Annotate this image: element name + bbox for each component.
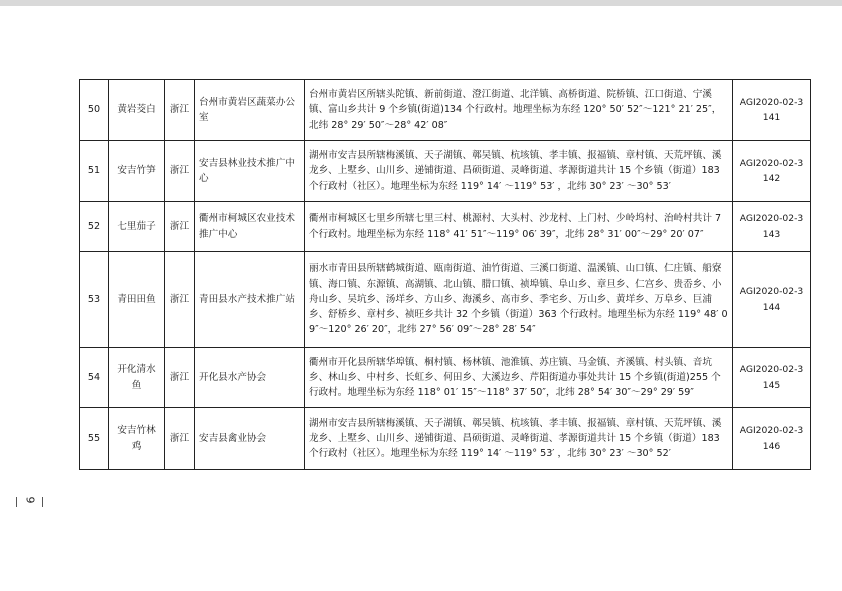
row-number: 50	[80, 80, 109, 141]
production-area: 湖州市安吉县所辖梅溪镇、天子湖镇、鄣吴镇、杭垓镇、孝丰镇、报福镇、章村镇、天荒坪镇、溪龙乡、上墅乡、山川乡、递铺街道、昌硕街道、灵峰街道、孝源街道共计 15 个乡镇（街道）183 个行政村（社区）。地理坐标为东经 119° 14′ ～119° 53′ ，北纬 30° 23′ ～30° 53′	[305, 141, 733, 202]
row-number: 54	[80, 348, 109, 408]
product-name: 安吉竹林鸡	[109, 408, 165, 470]
product-name: 安吉竹笋	[109, 141, 165, 202]
row-number: 53	[80, 252, 109, 348]
province: 浙江	[165, 348, 195, 408]
product-name: 七里茄子	[109, 202, 165, 252]
product-name: 青田田鱼	[109, 252, 165, 348]
province: 浙江	[165, 408, 195, 470]
registration-code: AGI2020-02-3143	[733, 202, 811, 252]
row-number: 52	[80, 202, 109, 252]
province: 浙江	[165, 202, 195, 252]
province: 浙江	[165, 80, 195, 141]
page-top-edge	[0, 0, 842, 6]
product-name: 开化清水鱼	[109, 348, 165, 408]
production-area: 丽水市青田县所辖鹤城街道、瓯南街道、油竹街道、三溪口街道、温溪镇、山口镇、仁庄镇、船寮镇、海口镇、东源镇、高湖镇、北山镇、腊口镇、祯埠镇、阜山乡、章旦乡、仁宫乡、贵岙乡、小舟山乡、吴坑乡、汤垟乡、方山乡、海溪乡、高市乡、季宅乡、万山乡、黄垟乡、万阜乡、巨浦乡、舒桥乡、章村乡、祯旺乡共计 32 个乡镇（街道）363 个行政村。地理坐标为东经 119° 48′ 09″～120° 26′ 20″，北纬 27° 56′ 09″～28° 28′ 54″	[305, 252, 733, 348]
production-area: 台州市黄岩区所辖头陀镇、新前街道、澄江街道、北洋镇、高桥街道、院桥镇、江口街道、宁溪镇、富山乡共计 9 个乡镇(街道)134 个行政村。地理坐标为东经 120° 50′ 52″～121° 21′ 25″，北纬 28° 29′ 50″～28° 42′ 08″	[305, 80, 733, 141]
applicant-unit: 台州市黄岩区蔬菜办公室	[195, 80, 305, 141]
row-number: 55	[80, 408, 109, 470]
table-row	[80, 252, 811, 348]
registration-code: AGI2020-02-3145	[733, 348, 811, 408]
applicant-unit: 安吉县林业技术推广中心	[195, 141, 305, 202]
table-row	[80, 202, 811, 252]
applicant-unit: 衢州市柯城区农业技术推广中心	[195, 202, 305, 252]
table-row	[80, 348, 811, 408]
applicant-unit: 开化县水产协会	[195, 348, 305, 408]
province: 浙江	[165, 141, 195, 202]
applicant-unit: 青田县水产技术推广站	[195, 252, 305, 348]
row-number: 51	[80, 141, 109, 202]
table-row	[80, 408, 811, 470]
applicant-unit: 安吉县禽业协会	[195, 408, 305, 470]
province: 浙江	[165, 252, 195, 348]
production-area: 衢州市柯城区七里乡所辖七里三村、桃源村、大头村、沙龙村、上门村、少岭坞村、治岭村共计 7 个行政村。地理坐标为东经 118° 41′ 51″～119° 06′ 39″，北纬 28° 31′ 00″～29° 20′ 07″	[305, 202, 733, 252]
table-row	[80, 141, 811, 202]
page-number: — 9 —	[10, 496, 50, 508]
registration-table	[79, 79, 811, 470]
registration-code: AGI2020-02-3144	[733, 252, 811, 348]
table-row	[80, 80, 811, 141]
registration-code: AGI2020-02-3141	[733, 80, 811, 141]
production-area: 衢州市开化县所辖华埠镇、桐村镇、杨林镇、池淮镇、苏庄镇、马金镇、齐溪镇、村头镇、音坑乡、林山乡、中村乡、长虹乡、何田乡、大溪边乡、芹阳街道办事处共计 15 个乡镇(街道)255 个行政村。地理坐标为东经 118° 01′ 15″～118° 37′ 50″，北纬 28° 54′ 30″～29° 29′ 59″	[305, 348, 733, 408]
registration-code: AGI2020-02-3142	[733, 141, 811, 202]
product-name: 黄岩茭白	[109, 80, 165, 141]
production-area: 湖州市安吉县所辖梅溪镇、天子湖镇、鄣吴镇、杭垓镇、孝丰镇、报福镇、章村镇、天荒坪镇、溪龙乡、上墅乡、山川乡、递铺街道、昌硕街道、灵峰街道、孝源街道共计 15 个乡镇（街道）183 个行政村（社区）。地理坐标为东经 119° 14′ ～119° 53′ ，北纬 30° 23′ ～30° 52′	[305, 408, 733, 470]
registration-code: AGI2020-02-3146	[733, 408, 811, 470]
